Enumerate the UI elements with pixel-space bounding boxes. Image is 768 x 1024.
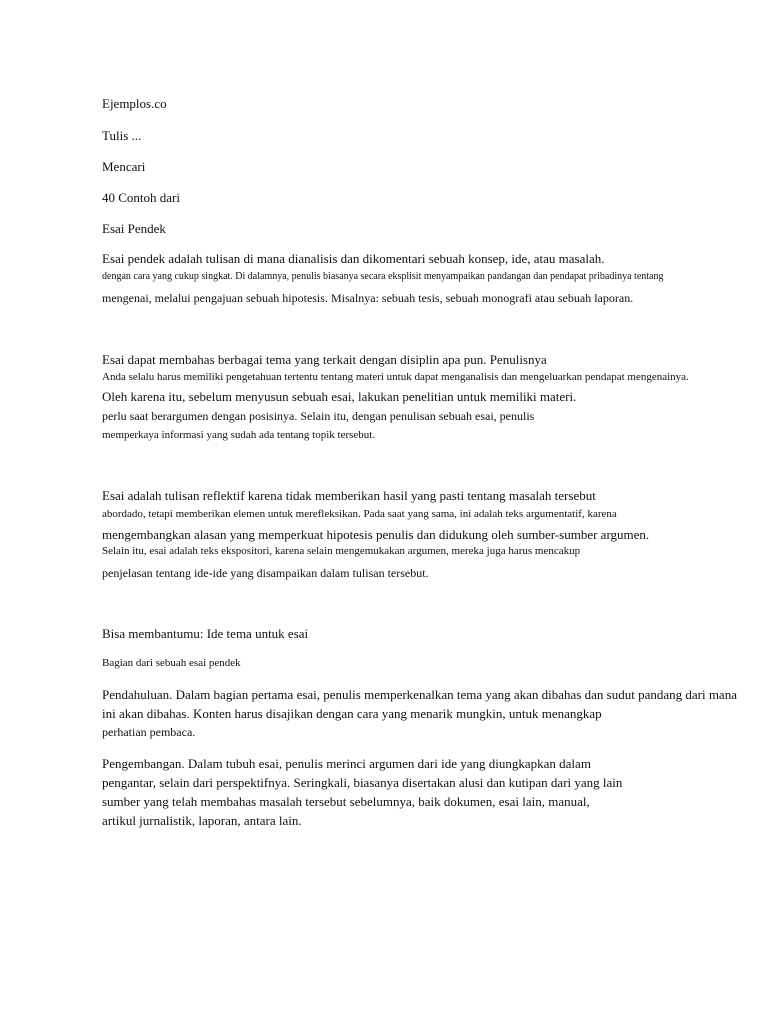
development-line-2: pengantar, selain dari perspektifnya. Seringkali, biasanya disertakan alusi dan kutipan dari yang lain xyxy=(102,775,623,790)
development-line-4: artikul jurnalistik, laporan, antara lain. xyxy=(102,813,302,828)
write-link[interactable]: Tulis ... xyxy=(102,128,142,143)
intro-line-2: ini akan dibahas. Konten harus disajikan dengan cara yang menarik mungkin, untuk menangkap xyxy=(102,706,602,721)
section-title: Bagian dari sebuah esai pendek xyxy=(102,657,241,669)
count-heading: 40 Contoh dari xyxy=(102,190,180,205)
paragraph-2-line-4: perlu saat berargumen dengan posisinya. Selain itu, dengan penulisan sebuah esai, penulis xyxy=(102,409,535,423)
page-title: Esai Pendek xyxy=(102,221,166,236)
paragraph-1-line-2: dengan cara yang cukup singkat. Di dalamnya, penulis biasanya secara eksplisit menyampaikan pandangan dan pendapat pribadinya tentang xyxy=(102,271,664,282)
paragraph-3-line-5: penjelasan tentang ide-ide yang disampaikan dalam tulisan tersebut. xyxy=(102,566,429,580)
intro-line-1: Pendahuluan. Dalam bagian pertama esai, penulis memperkenalkan tema yang akan dibahas dan sudut pandang dari mana xyxy=(102,687,737,702)
paragraph-2-line-5: memperkaya informasi yang sudah ada tentang topik tersebut. xyxy=(102,429,376,441)
paragraph-2-line-2: Anda selalu harus memiliki pengetahuan tertentu tentang materi untuk dapat menganalisis dan mengeluarkan pendapat mengenainya. xyxy=(102,371,689,383)
paragraph-3-line-2: abordado, tetapi memberikan elemen untuk merefleksikan. Pada saat yang sama, ini adalah teks argumentatif, karena xyxy=(102,508,617,520)
paragraph-3-line-3: mengembangkan alasan yang memperkuat hipotesis penulis dan didukung oleh sumber-sumber argumen. xyxy=(102,527,650,542)
help-link[interactable]: Bisa membantumu: Ide tema untuk esai xyxy=(102,626,309,641)
paragraph-3-line-1: Esai adalah tulisan reflektif karena tidak memberikan hasil yang pasti tentang masalah tersebut xyxy=(102,488,596,503)
development-line-1: Pengembangan. Dalam tubuh esai, penulis merinci argumen dari ide yang diungkapkan dalam xyxy=(102,756,591,771)
development-line-3: sumber yang telah membahas masalah tersebut sebelumnya, baik dokumen, esai lain, manual, xyxy=(102,794,590,809)
intro-line-3: perhatian pembaca. xyxy=(102,725,196,739)
site-name[interactable]: Ejemplos.co xyxy=(102,96,167,111)
search-link[interactable]: Mencari xyxy=(102,159,146,174)
paragraph-1-line-1: Esai pendek adalah tulisan di mana dianalisis dan dikomentari sebuah konsep, ide, atau masalah. xyxy=(102,251,605,266)
paragraph-1-line-3: mengenai, melalui pengajuan sebuah hipotesis. Misalnya: sebuah tesis, sebuah monografi atau sebuah laporan. xyxy=(102,291,634,305)
paragraph-2-line-3: Oleh karena itu, sebelum menyusun sebuah esai, lakukan penelitian untuk memiliki materi. xyxy=(102,389,577,404)
paragraph-3-line-4: Selain itu, esai adalah teks ekspositori, karena selain mengemukakan argumen, mereka juga harus mencakup xyxy=(102,545,581,557)
paragraph-2-line-1: Esai dapat membahas berbagai tema yang terkait dengan disiplin apa pun. Penulisnya xyxy=(102,352,547,367)
